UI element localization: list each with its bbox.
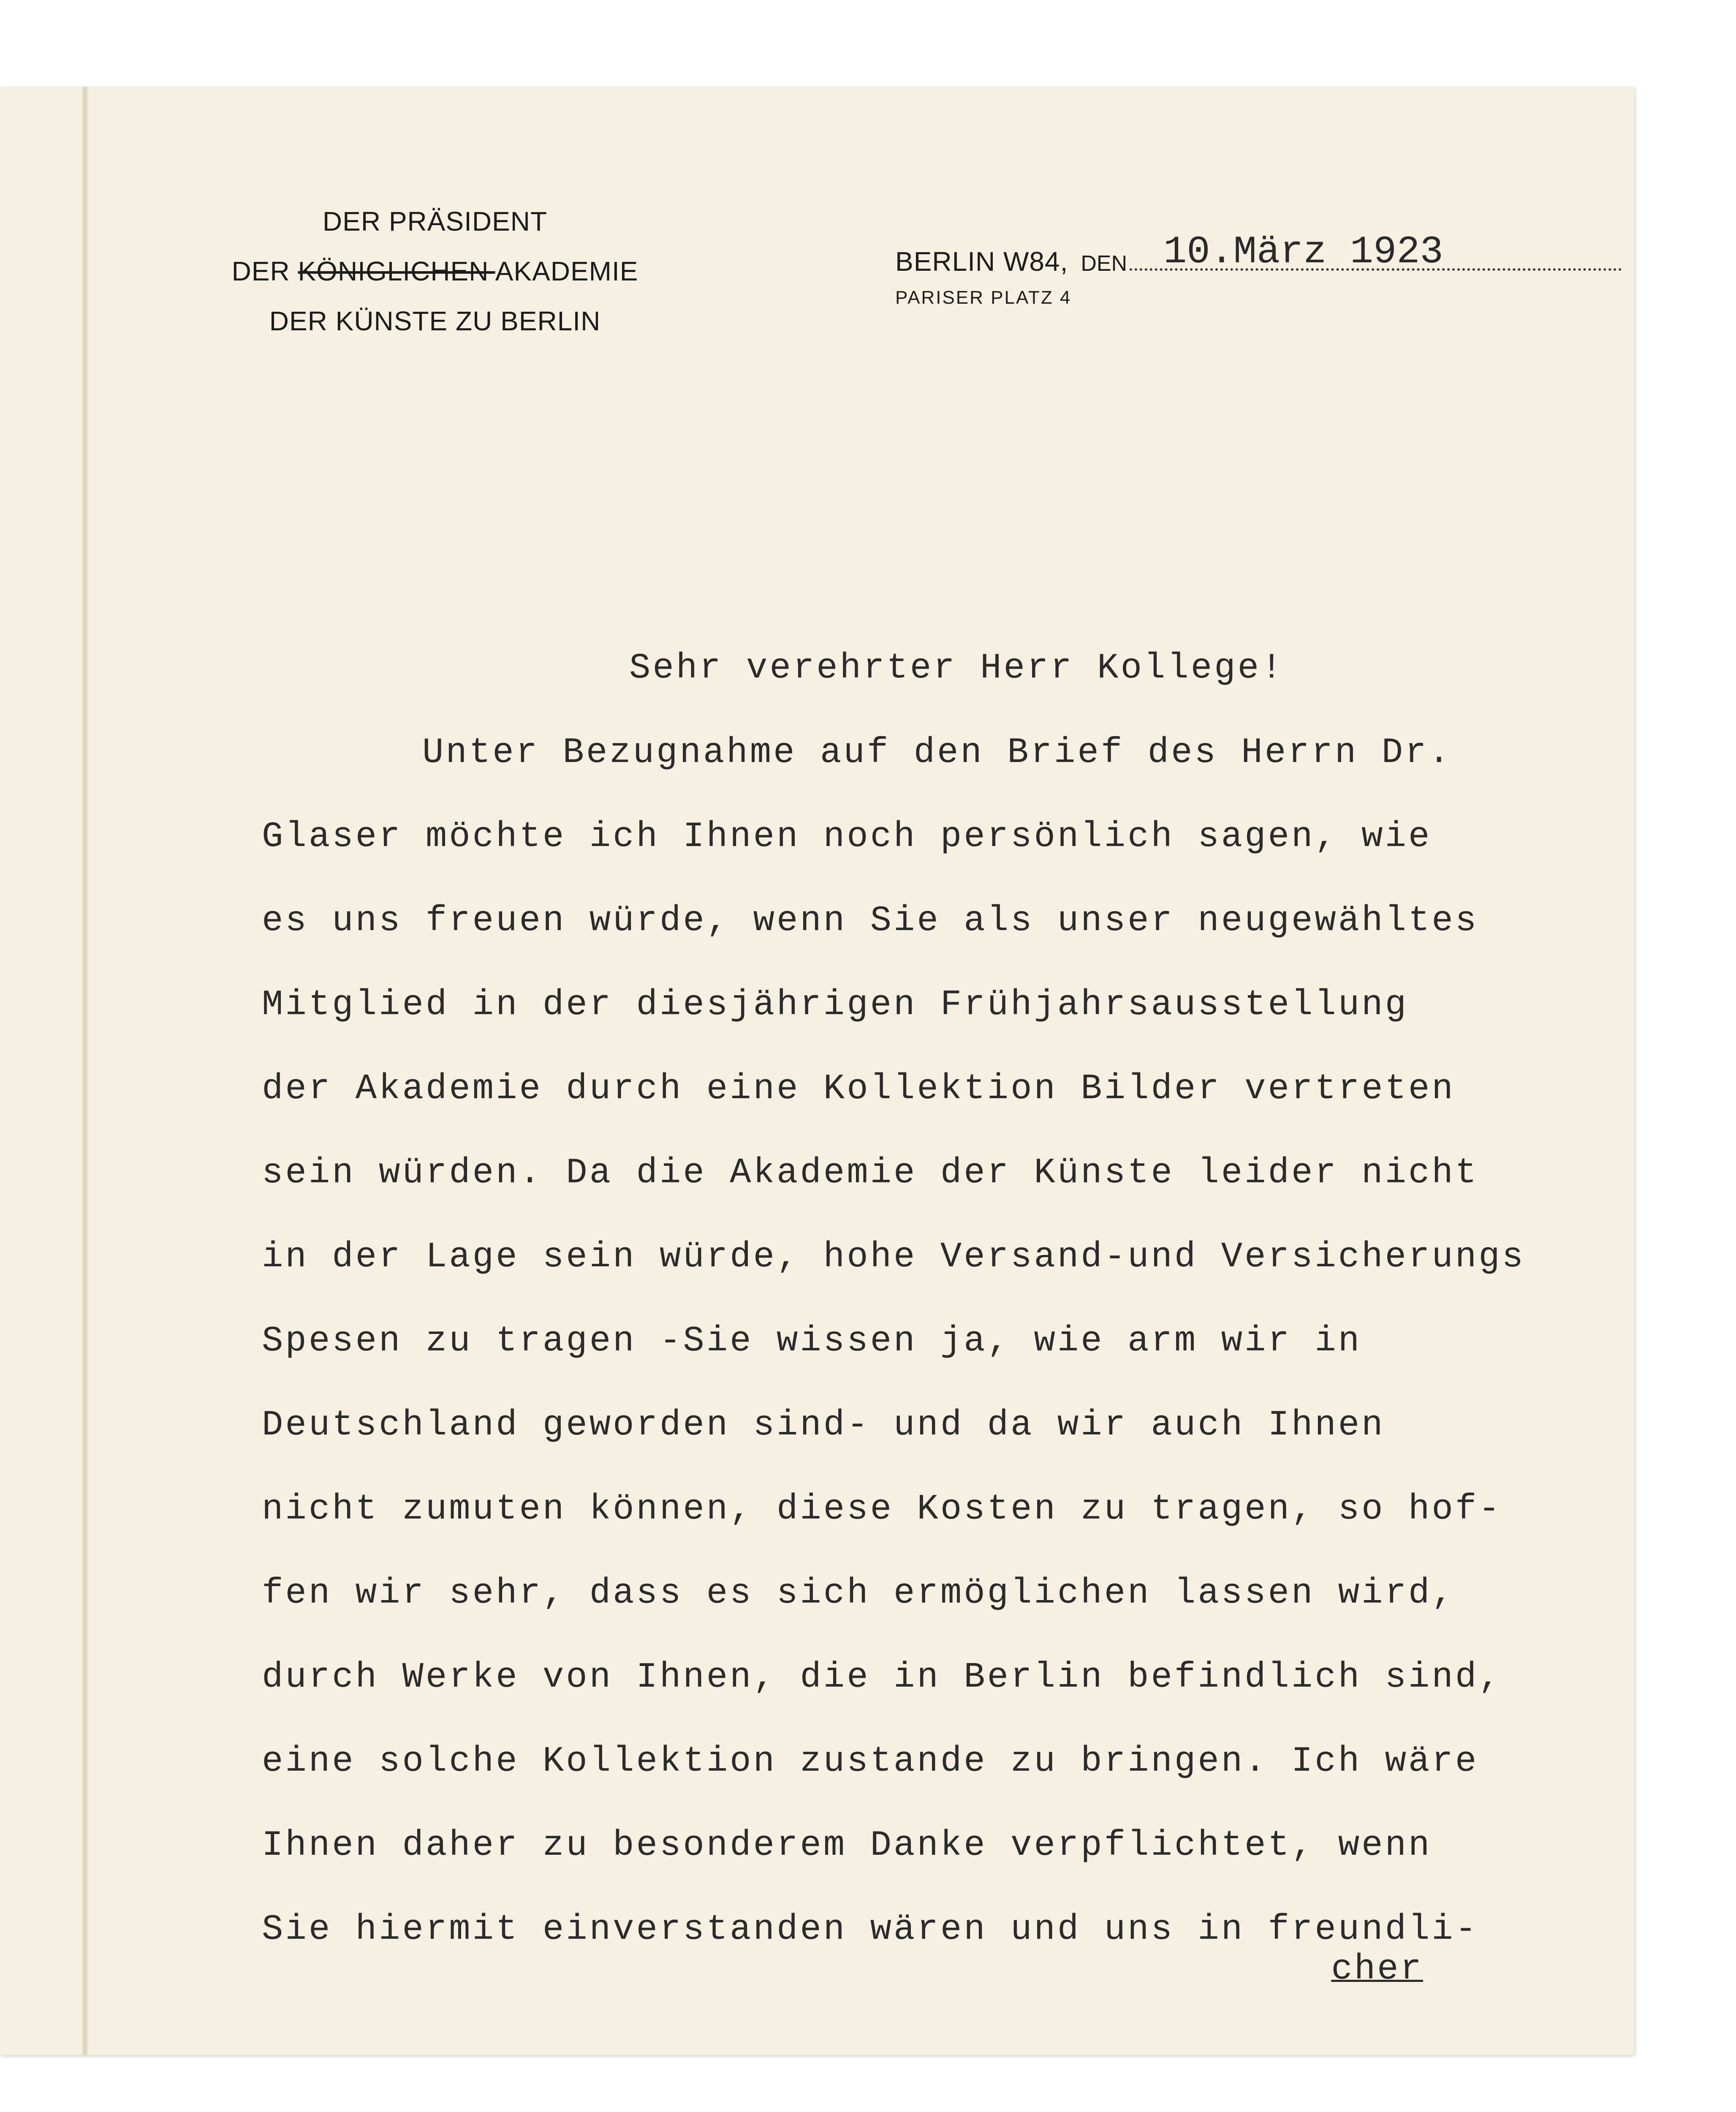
body-line: durch Werke von Ihnen, die in Berlin befindlich sind, [262,1657,1502,1698]
body-line: Spesen zu tragen -Sie wissen ja, wie arm wir in [262,1321,1362,1361]
body-line: nicht zumuten können, diese Kosten zu tragen, so hof- [262,1489,1502,1530]
body-line: Unter Bezugnahme auf den Brief des Herrn Dr. [422,733,1452,773]
body-line: Glaser möchte ich Ihnen noch persönlich sagen, wie [262,817,1432,857]
salutation: Sehr verehrter Herr Kollege! [629,648,1285,689]
body-line: es uns freuen würde, wenn Sie als unser neugewähltes [262,901,1479,941]
body-line: in der Lage sein würde, hohe Versand-und Versicherungs [262,1237,1526,1277]
body-line: der Akademie durch eine Kollektion Bilder vertreten [262,1069,1455,1109]
letter-date: 10.März 1923 [1163,230,1443,274]
struck-word: KÖNIGLICHEN [298,256,495,286]
letterhead-line-2 [160,246,709,296]
letterhead-place-date [895,230,1622,308]
den-label: DEN [1081,251,1127,276]
street-address: PARISER PLATZ 4 [895,287,1072,308]
letterhead-sender [160,196,709,346]
date-field [1130,230,1622,274]
paper-fold [82,87,88,2055]
letterhead-prefix: DER [231,256,298,286]
body-line: Sie hiermit einverstanden wären und uns in freundli- [262,1910,1479,1950]
body-line: Ihnen daher zu besonderem Danke verpflichtet, wenn [262,1826,1432,1866]
letterhead-line-3: DER KÜNSTE ZU BERLIN [269,306,601,336]
letterhead-line-1: DER PRÄSIDENT [322,206,548,237]
body-line: sein würden. Da die Akademie der Künste leider nicht [262,1153,1479,1193]
body-line: Mitglied in der diesjährigen Frühjahrsausstellung [262,985,1409,1025]
catchword: cher [1331,1949,1423,1990]
body-line: eine solche Kollektion zustande zu bringen. Ich wäre [262,1742,1479,1782]
body-line: Deutschland geworden sind- und da wir auch Ihnen [262,1405,1385,1445]
city-label: BERLIN W84, [895,246,1068,277]
letter-sheet [0,87,1634,2055]
place-date-line [895,230,1622,277]
body-line: fen wir sehr, dass es sich ermöglichen lassen wird, [262,1573,1455,1614]
body-paragraph [262,733,1525,1994]
letterhead-suffix: AKADEMIE [495,256,638,286]
